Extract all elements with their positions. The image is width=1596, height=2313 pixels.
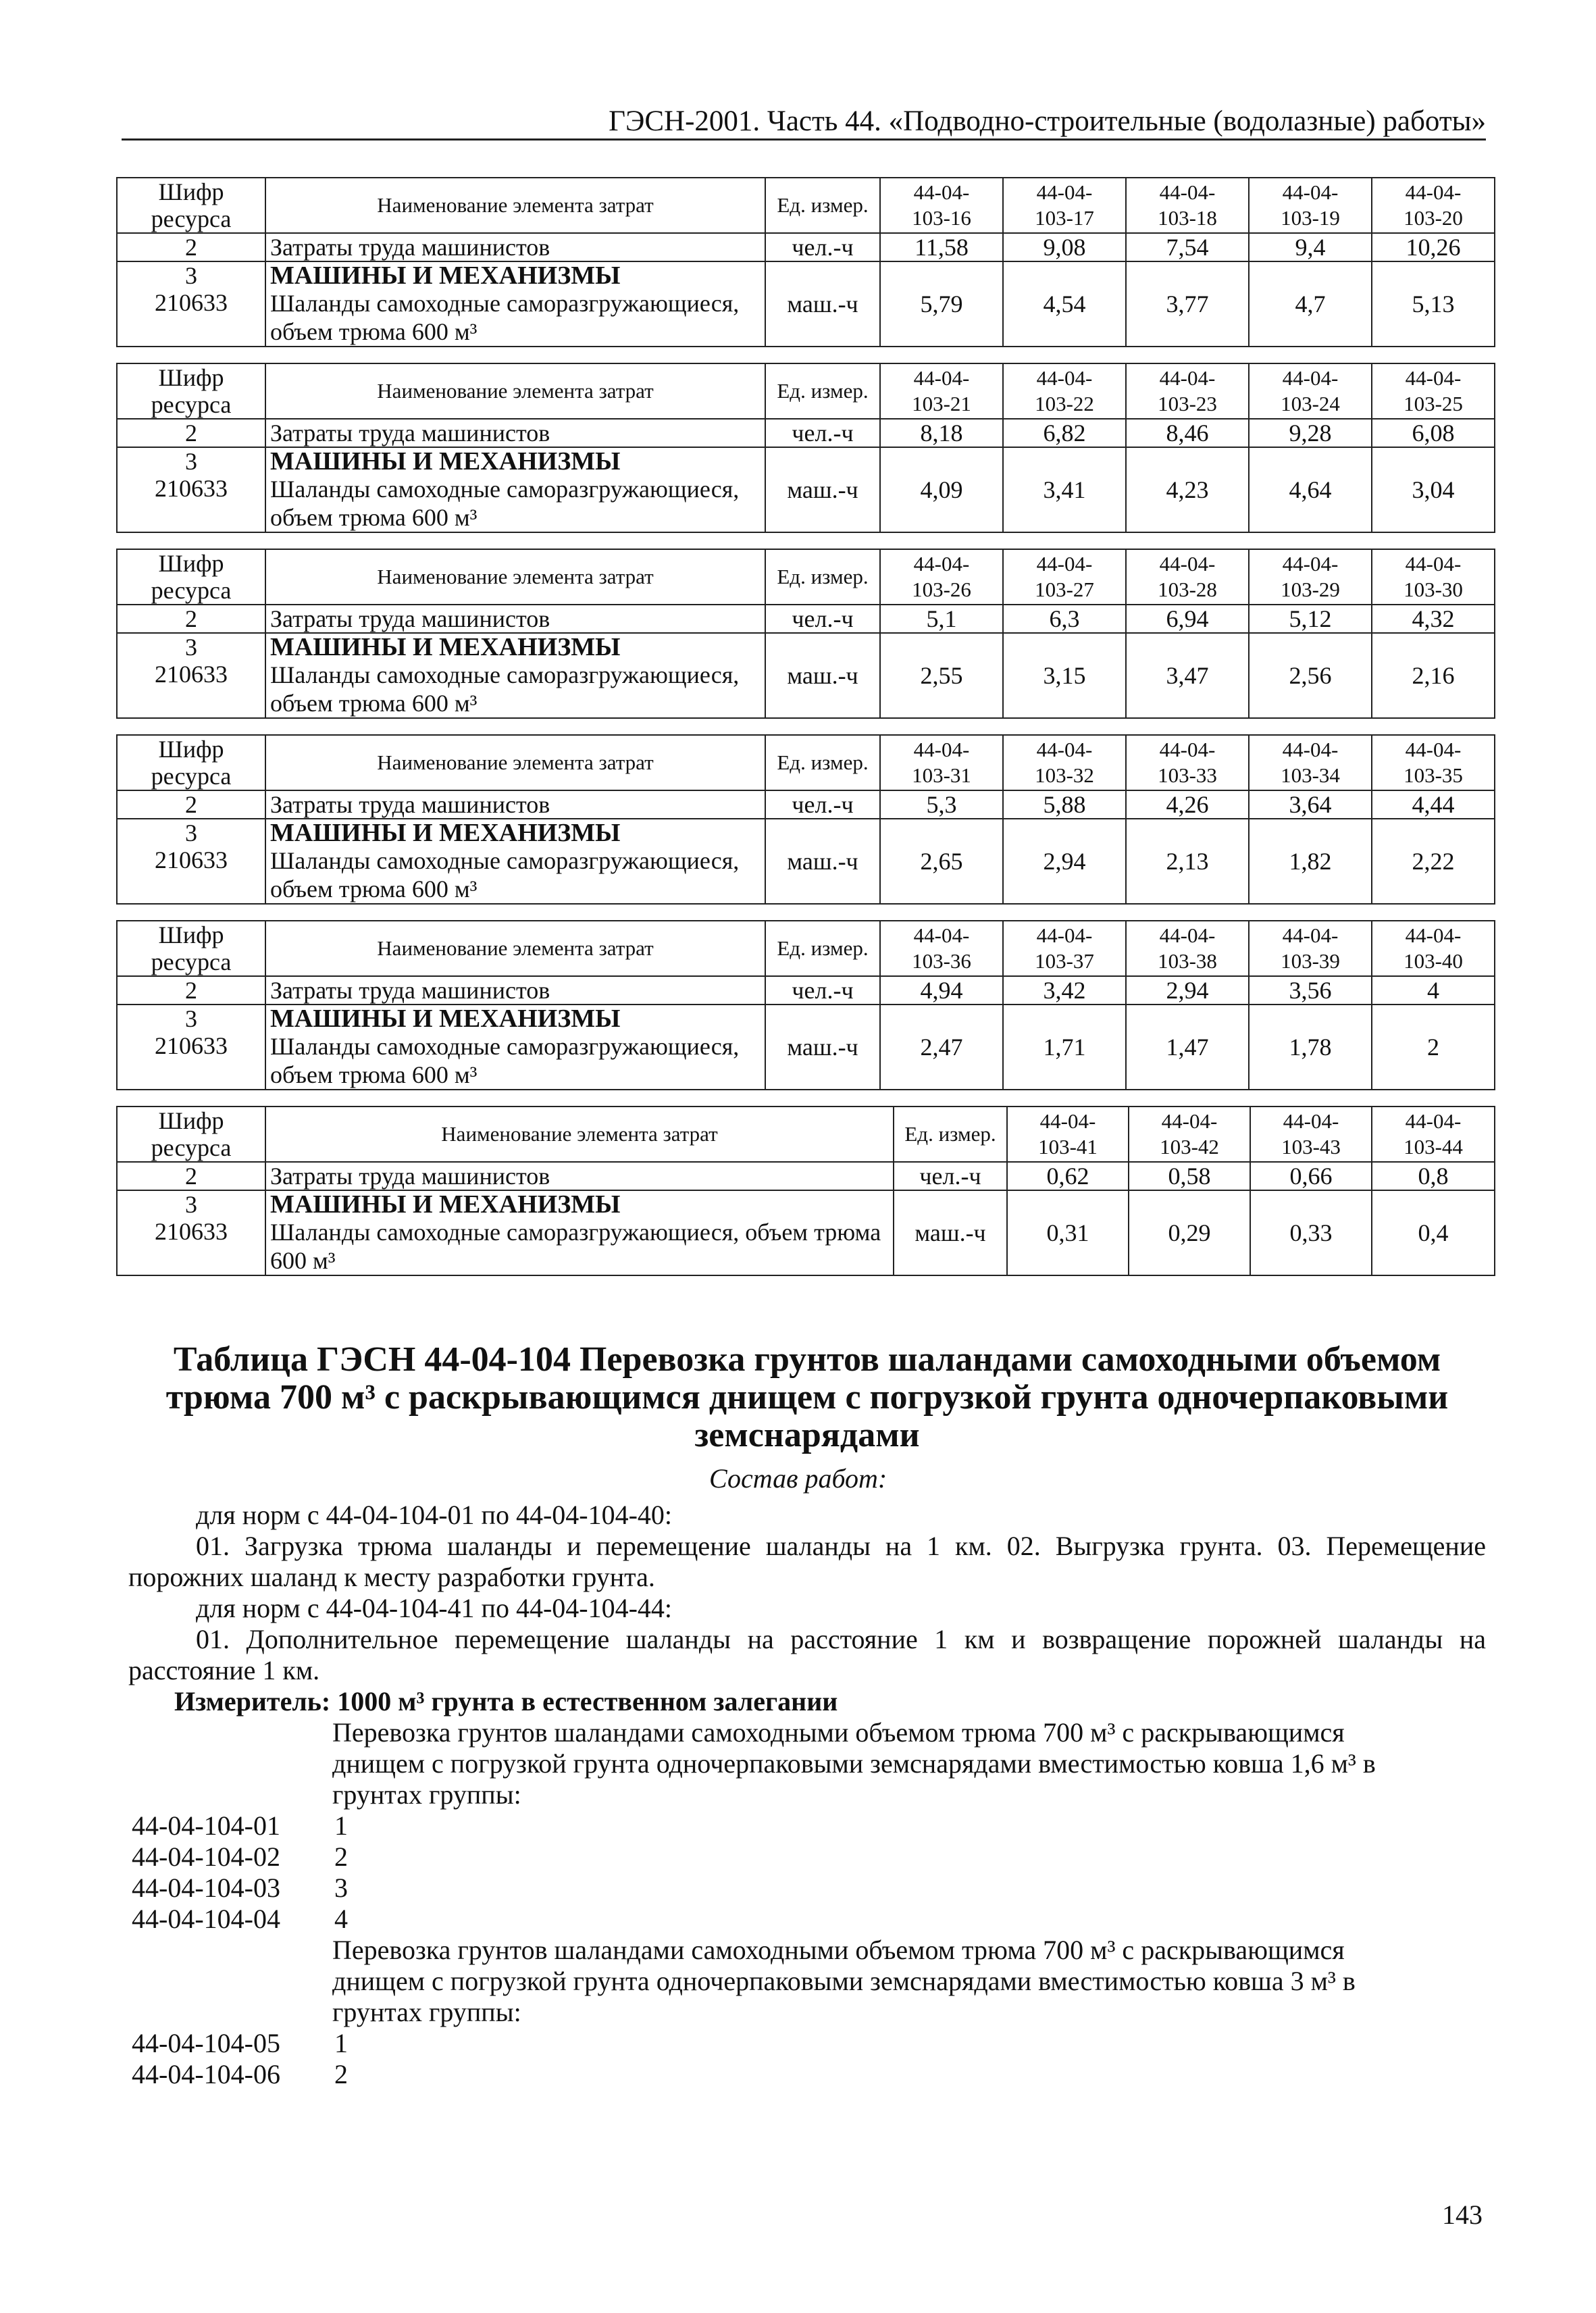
labor-value: 9,28 bbox=[1249, 419, 1372, 447]
labor-unit: чел.-ч bbox=[765, 605, 880, 633]
machine-name-cell bbox=[265, 261, 765, 347]
labor-unit: чел.-ч bbox=[765, 233, 880, 261]
header-unit: Ед. измер. bbox=[765, 549, 880, 605]
norm-code: 44-04- 103-21 bbox=[880, 363, 1003, 419]
machine-value: 3,15 bbox=[1003, 633, 1126, 718]
norm-code: 44-04- 103-38 bbox=[1126, 921, 1249, 976]
norm-list-code: 44-04-104-01 bbox=[132, 1810, 280, 1841]
machine-value: 1,71 bbox=[1003, 1005, 1126, 1090]
group-2-description: Перевозка грунтов шаландами самоходными объемом трюма 700 м³ с раскрывающимся днищем с погрузкой грунта одночерпаковыми земснарядами вместимостью ковша 3 м³ в грунтах группы: bbox=[332, 1935, 1356, 2027]
norm-table bbox=[116, 734, 1495, 905]
header-name: Наименование элемента затрат bbox=[265, 921, 765, 976]
labor-value: 4,94 bbox=[880, 976, 1003, 1005]
norm-list-group: 2 bbox=[334, 2059, 348, 2089]
header-name: Наименование элемента затрат bbox=[265, 1107, 894, 1162]
norm-list-code: 44-04-104-04 bbox=[132, 1904, 280, 1934]
labor-value: 4 bbox=[1372, 976, 1495, 1005]
machine-resource-code: 210633 bbox=[155, 661, 228, 688]
machine-value: 0,29 bbox=[1129, 1190, 1250, 1275]
header-code: Шифр ресурса bbox=[117, 1107, 265, 1162]
norm-code: 44-04- 103-44 bbox=[1372, 1107, 1495, 1162]
work-steps-2: 01. Дополнительное перемещение шаланды на расстояние 1 км и возвращение порожней шаланды на расстояние 1 км. bbox=[128, 1624, 1486, 1685]
machine-name-cell bbox=[265, 633, 765, 718]
labor-code: 2 bbox=[117, 605, 265, 633]
header-unit: Ед. измер. bbox=[765, 363, 880, 419]
norm-list-item bbox=[132, 1873, 348, 1904]
machine-value: 2 bbox=[1372, 1005, 1495, 1090]
machine-code bbox=[117, 633, 265, 718]
norm-list-item bbox=[132, 2028, 348, 2059]
norm-code: 44-04- 103-43 bbox=[1250, 1107, 1372, 1162]
work-steps-1: 01. Загрузка трюма шаланды и перемещение шаланды на 1 км. 02. Выгрузка грунта. 03. Перемещение порожних шаланд к месту разработки грунта. bbox=[128, 1531, 1486, 1592]
machine-value: 2,56 bbox=[1249, 633, 1372, 718]
norm-list-group: 3 bbox=[334, 1873, 348, 1903]
norm-list-code: 44-04-104-03 bbox=[132, 1873, 280, 1903]
labor-value: 5,1 bbox=[880, 605, 1003, 633]
header-name: Наименование элемента затрат bbox=[265, 735, 765, 790]
machine-value: 1,47 bbox=[1126, 1005, 1249, 1090]
machine-value: 0,31 bbox=[1007, 1190, 1129, 1275]
header-code: Шифр ресурса bbox=[117, 363, 265, 419]
machine-value: 2,65 bbox=[880, 819, 1003, 904]
norm-code: 44-04- 103-20 bbox=[1372, 178, 1495, 233]
header-code: Шифр ресурса bbox=[117, 549, 265, 605]
meter-label: Измеритель: bbox=[174, 1686, 331, 1717]
labor-name: Затраты труда машинистов bbox=[265, 790, 765, 819]
norm-list-group: 4 bbox=[334, 1904, 348, 1934]
machine-resource-code: 210633 bbox=[155, 1218, 228, 1245]
machine-unit: маш.-ч bbox=[765, 261, 880, 347]
labor-value: 0,8 bbox=[1372, 1162, 1495, 1190]
machine-unit: маш.-ч bbox=[765, 447, 880, 532]
section-title: МАШИНЫ И МЕХАНИЗМЫ bbox=[270, 261, 621, 290]
labor-value: 3,64 bbox=[1249, 790, 1372, 819]
machine-value: 2,13 bbox=[1126, 819, 1249, 904]
norm-code: 44-04- 103-16 bbox=[880, 178, 1003, 233]
norm-table bbox=[116, 1106, 1495, 1276]
norm-code: 44-04- 103-36 bbox=[880, 921, 1003, 976]
section-title: МАШИНЫ И МЕХАНИЗМЫ bbox=[270, 447, 621, 476]
section-code: 3 bbox=[185, 1191, 197, 1218]
machine-name: Шаланды самоходные саморазгружающиеся, объем трюма 600 м³ bbox=[270, 661, 740, 717]
machine-name-cell bbox=[265, 819, 765, 904]
labor-name: Затраты труда машинистов bbox=[265, 419, 765, 447]
labor-code: 2 bbox=[117, 419, 265, 447]
norm-code: 44-04- 103-35 bbox=[1372, 735, 1495, 790]
norm-code: 44-04- 103-22 bbox=[1003, 363, 1126, 419]
norm-table bbox=[116, 549, 1495, 719]
header-code: Шифр ресурса bbox=[117, 178, 265, 233]
header-unit: Ед. измер. bbox=[765, 921, 880, 976]
machine-code bbox=[117, 261, 265, 347]
labor-value: 0,62 bbox=[1007, 1162, 1129, 1190]
header-unit: Ед. измер. bbox=[765, 178, 880, 233]
norms-range-1: для норм с 44-04-104-01 по 44-04-104-40: bbox=[196, 1500, 673, 1530]
machine-value: 4,09 bbox=[880, 447, 1003, 532]
header-name: Наименование элемента затрат bbox=[265, 178, 765, 233]
labor-code: 2 bbox=[117, 1162, 265, 1190]
norm-code: 44-04- 103-27 bbox=[1003, 549, 1126, 605]
machine-value: 2,16 bbox=[1372, 633, 1495, 718]
header-name: Наименование элемента затрат bbox=[265, 549, 765, 605]
machine-value: 5,13 bbox=[1372, 261, 1495, 347]
labor-unit: чел.-ч bbox=[765, 419, 880, 447]
labor-code: 2 bbox=[117, 790, 265, 819]
machine-value: 3,47 bbox=[1126, 633, 1249, 718]
machine-value: 3,41 bbox=[1003, 447, 1126, 532]
section-code: 3 bbox=[185, 1005, 197, 1032]
machine-unit: маш.-ч bbox=[894, 1190, 1007, 1275]
labor-value: 2,94 bbox=[1126, 976, 1249, 1005]
machine-value: 4,64 bbox=[1249, 447, 1372, 532]
machine-name: Шаланды самоходные саморазгружающиеся, объем трюма 600 м³ bbox=[270, 1033, 740, 1088]
norm-list-group: 2 bbox=[334, 1841, 348, 1872]
norm-code: 44-04- 103-19 bbox=[1249, 178, 1372, 233]
norm-code: 44-04- 103-25 bbox=[1372, 363, 1495, 419]
machine-value: 2,22 bbox=[1372, 819, 1495, 904]
machine-value: 3,77 bbox=[1126, 261, 1249, 347]
page-header: ГЭСН-2001. Часть 44. «Подводно-строительные (водолазные) работы» bbox=[122, 107, 1486, 141]
labor-value: 5,88 bbox=[1003, 790, 1126, 819]
machine-resource-code: 210633 bbox=[155, 846, 228, 873]
machine-name: Шаланды самоходные саморазгружающиеся, объем трюма 600 м³ bbox=[270, 1219, 881, 1274]
labor-value: 8,18 bbox=[880, 419, 1003, 447]
norm-code: 44-04- 103-29 bbox=[1249, 549, 1372, 605]
norm-code: 44-04- 103-42 bbox=[1129, 1107, 1250, 1162]
labor-name: Затраты труда машинистов bbox=[265, 605, 765, 633]
machine-value: 2,55 bbox=[880, 633, 1003, 718]
machine-name-cell bbox=[265, 447, 765, 532]
section-title: МАШИНЫ И МЕХАНИЗМЫ bbox=[270, 1190, 621, 1219]
labor-value: 4,26 bbox=[1126, 790, 1249, 819]
page-number: 143 bbox=[1442, 2200, 1483, 2230]
labor-name: Затраты труда машинистов bbox=[265, 976, 765, 1005]
section-title: МАШИНЫ И МЕХАНИЗМЫ bbox=[270, 1005, 621, 1033]
norm-list-item bbox=[132, 1841, 348, 1873]
machine-value: 4,54 bbox=[1003, 261, 1126, 347]
machine-value: 0,4 bbox=[1372, 1190, 1495, 1275]
machine-resource-code: 210633 bbox=[155, 1032, 228, 1059]
labor-name: Затраты труда машинистов bbox=[265, 233, 765, 261]
machine-value: 1,78 bbox=[1249, 1005, 1372, 1090]
meter-value: 1000 м³ грунта в естественном залегании bbox=[337, 1686, 838, 1717]
norm-code: 44-04- 103-28 bbox=[1126, 549, 1249, 605]
norm-code: 44-04- 103-40 bbox=[1372, 921, 1495, 976]
norm-code: 44-04- 103-23 bbox=[1126, 363, 1249, 419]
machine-name: Шаланды самоходные саморазгружающиеся, объем трюма 600 м³ bbox=[270, 847, 740, 903]
labor-unit: чел.-ч bbox=[765, 790, 880, 819]
norm-list-item bbox=[132, 1904, 348, 1935]
labor-value: 4,44 bbox=[1372, 790, 1495, 819]
machine-resource-code: 210633 bbox=[155, 289, 228, 316]
machine-name: Шаланды самоходные саморазгружающиеся, объем трюма 600 м³ bbox=[270, 290, 740, 345]
machine-value: 3,04 bbox=[1372, 447, 1495, 532]
machine-code bbox=[117, 447, 265, 532]
norm-code: 44-04- 103-24 bbox=[1249, 363, 1372, 419]
labor-value: 3,42 bbox=[1003, 976, 1126, 1005]
machine-value: 2,94 bbox=[1003, 819, 1126, 904]
norm-code: 44-04- 103-41 bbox=[1007, 1107, 1129, 1162]
labor-value: 7,54 bbox=[1126, 233, 1249, 261]
norms-range-2: для норм с 44-04-104-41 по 44-04-104-44: bbox=[196, 1593, 673, 1623]
norm-table bbox=[116, 363, 1495, 533]
machine-value: 0,33 bbox=[1250, 1190, 1372, 1275]
table-title: Таблица ГЭСН 44-04-104 Перевозка грунтов шаландами самоходными объемом трюма 700 м³ с раскрывающимся днищем с погрузкой грунта одночерпаковыми земснарядами bbox=[165, 1340, 1449, 1454]
norm-code: 44-04- 103-30 bbox=[1372, 549, 1495, 605]
norm-list-code: 44-04-104-02 bbox=[132, 1841, 280, 1872]
labor-value: 0,66 bbox=[1250, 1162, 1372, 1190]
norm-code: 44-04- 103-39 bbox=[1249, 921, 1372, 976]
labor-name: Затраты труда машинистов bbox=[265, 1162, 894, 1190]
labor-value: 5,3 bbox=[880, 790, 1003, 819]
labor-value: 3,56 bbox=[1249, 976, 1372, 1005]
labor-value: 9,4 bbox=[1249, 233, 1372, 261]
norm-code: 44-04- 103-31 bbox=[880, 735, 1003, 790]
machine-name-cell bbox=[265, 1190, 894, 1275]
norm-list-group: 1 bbox=[334, 2028, 348, 2058]
header-code: Шифр ресурса bbox=[117, 921, 265, 976]
norm-list-code: 44-04-104-05 bbox=[132, 2028, 280, 2058]
labor-value: 9,08 bbox=[1003, 233, 1126, 261]
norm-table bbox=[116, 177, 1495, 347]
work-composition-label: Состав работ: bbox=[709, 1463, 887, 1494]
labor-value: 11,58 bbox=[880, 233, 1003, 261]
section-code: 3 bbox=[185, 262, 197, 289]
labor-value: 4,32 bbox=[1372, 605, 1495, 633]
header-unit: Ед. измер. bbox=[765, 735, 880, 790]
section-code: 3 bbox=[185, 448, 197, 475]
labor-code: 2 bbox=[117, 976, 265, 1005]
norm-list-code: 44-04-104-06 bbox=[132, 2059, 280, 2089]
machine-name-cell bbox=[265, 1005, 765, 1090]
norm-list-item bbox=[132, 2059, 348, 2090]
machine-name: Шаланды самоходные саморазгружающиеся, объем трюма 600 м³ bbox=[270, 476, 740, 531]
section-title: МАШИНЫ И МЕХАНИЗМЫ bbox=[270, 633, 621, 661]
machine-unit: маш.-ч bbox=[765, 1005, 880, 1090]
norm-code: 44-04- 103-37 bbox=[1003, 921, 1126, 976]
header-code: Шифр ресурса bbox=[117, 735, 265, 790]
machine-value: 4,23 bbox=[1126, 447, 1249, 532]
section-code: 3 bbox=[185, 819, 197, 846]
labor-value: 0,58 bbox=[1129, 1162, 1250, 1190]
norm-list-item bbox=[132, 1810, 348, 1841]
machine-unit: маш.-ч bbox=[765, 819, 880, 904]
labor-unit: чел.-ч bbox=[894, 1162, 1007, 1190]
labor-unit: чел.-ч bbox=[765, 976, 880, 1005]
section-title: МАШИНЫ И МЕХАНИЗМЫ bbox=[270, 819, 621, 847]
machine-value: 5,79 bbox=[880, 261, 1003, 347]
norm-code: 44-04- 103-34 bbox=[1249, 735, 1372, 790]
group-1-description: Перевозка грунтов шаландами самоходными объемом трюма 700 м³ с раскрывающимся днищем с погрузкой грунта одночерпаковыми земснарядами вместимостью ковша 1,6 м³ в грунтах группы: bbox=[332, 1717, 1376, 1810]
header-name: Наименование элемента затрат bbox=[265, 363, 765, 419]
meter-line bbox=[174, 1686, 1491, 1717]
labor-value: 6,82 bbox=[1003, 419, 1126, 447]
machine-value: 1,82 bbox=[1249, 819, 1372, 904]
norm-code: 44-04- 103-33 bbox=[1126, 735, 1249, 790]
norm-table bbox=[116, 920, 1495, 1090]
machine-code bbox=[117, 819, 265, 904]
machine-value: 4,7 bbox=[1249, 261, 1372, 347]
labor-value: 6,3 bbox=[1003, 605, 1126, 633]
machine-resource-code: 210633 bbox=[155, 475, 228, 502]
norm-list-group: 1 bbox=[334, 1810, 348, 1841]
labor-value: 10,26 bbox=[1372, 233, 1495, 261]
section-code: 3 bbox=[185, 634, 197, 661]
machine-unit: маш.-ч bbox=[765, 633, 880, 718]
norm-code: 44-04- 103-18 bbox=[1126, 178, 1249, 233]
header-unit: Ед. измер. bbox=[894, 1107, 1007, 1162]
norm-code: 44-04- 103-32 bbox=[1003, 735, 1126, 790]
norm-code: 44-04- 103-26 bbox=[880, 549, 1003, 605]
machine-value: 2,47 bbox=[880, 1005, 1003, 1090]
norm-code: 44-04- 103-17 bbox=[1003, 178, 1126, 233]
labor-code: 2 bbox=[117, 233, 265, 261]
machine-code bbox=[117, 1190, 265, 1275]
labor-value: 6,08 bbox=[1372, 419, 1495, 447]
labor-value: 8,46 bbox=[1126, 419, 1249, 447]
labor-value: 6,94 bbox=[1126, 605, 1249, 633]
machine-code bbox=[117, 1005, 265, 1090]
labor-value: 5,12 bbox=[1249, 605, 1372, 633]
